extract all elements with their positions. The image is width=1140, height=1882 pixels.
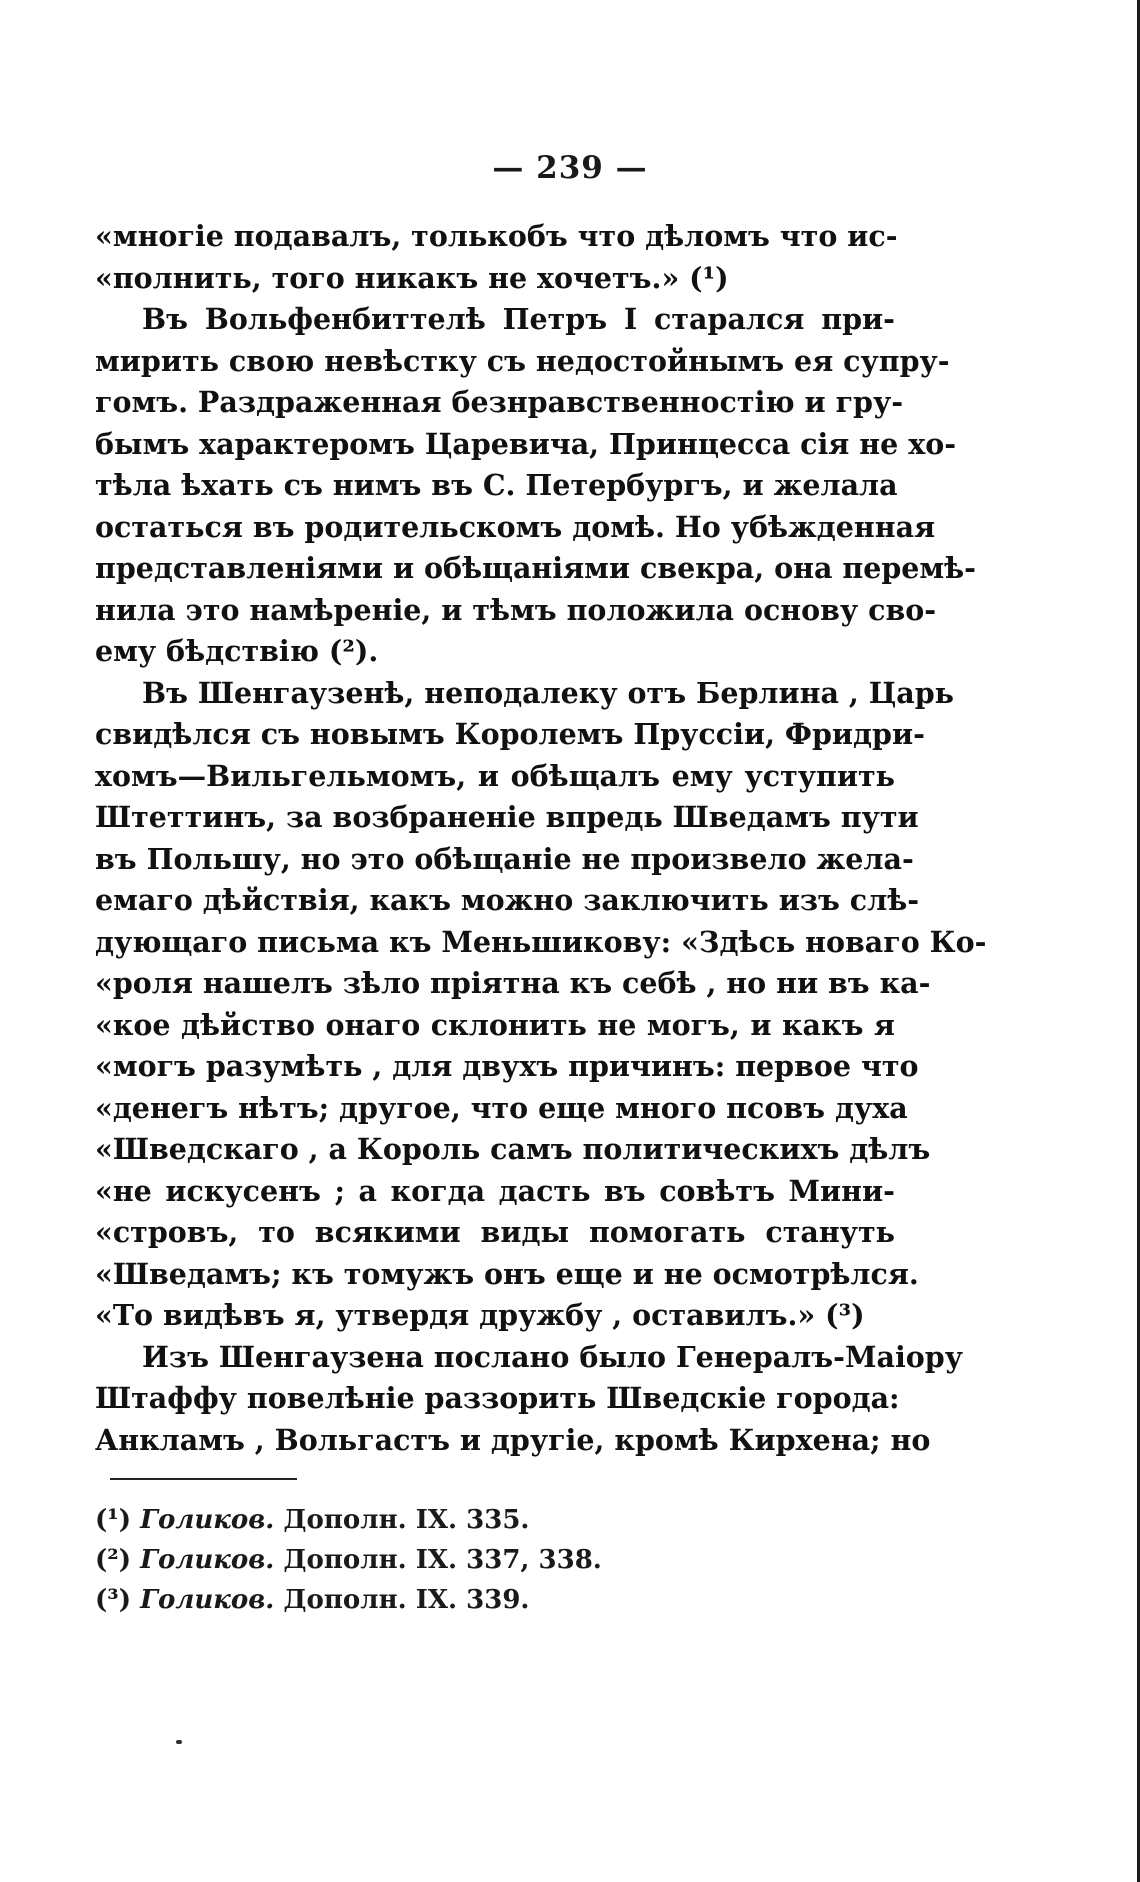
text-line: Въ Шенгаузенѣ, неподалеку отъ Берлина , Царь (142, 675, 955, 710)
text-line: «То видѣвъ я, утвердя дружбу , оставилъ.» (³) (95, 1298, 865, 1332)
footnote-1 (95, 1500, 695, 1540)
text-line: «Шведскаго , а Король самъ политическихъ дѣлъ (95, 1132, 931, 1166)
footnote-text: Дополн. IX. 337, 338. (283, 1545, 602, 1575)
body-text (95, 216, 987, 1461)
text-line: емаго дѣйствія, какъ можно заключить изъ слѣ- (95, 883, 920, 917)
text-line: свидѣлся съ новымъ Королемъ Пруссіи, Фридри- (95, 717, 925, 751)
footnote-2 (95, 1540, 695, 1580)
footnote-divider (110, 1478, 297, 1480)
footnote-author: Голиков. (140, 1585, 275, 1615)
text-line: «многіе подавалъ, толькобъ что дѣломъ что ис- (95, 219, 898, 253)
text-line: «полнить, того никакъ не хочетъ.» (¹) (95, 260, 729, 295)
footnotes (95, 1500, 695, 1620)
ink-speck (176, 1740, 182, 1744)
text-line: Изъ Шенгаузена послано было Генералъ-Маіору (142, 1339, 963, 1374)
text-line: «кое дѣйство онаго склонить не могъ, и какъ я (95, 1007, 895, 1042)
text-line: «не искусенъ ; а когда дасть въ совѣтъ Мини- (95, 1173, 895, 1208)
text-line: «могъ разумѣть , для двухъ причинъ: первое что (95, 1049, 919, 1083)
text-line: дующаго письма къ Меньшикову: «Здѣсь новаго Ко- (95, 924, 987, 959)
footnote-text: Дополн. IX. 339. (283, 1585, 530, 1615)
footnote-mark: (³) (95, 1585, 131, 1615)
text-line: бымъ характеромъ Царевича, Принцесса сія не хо- (95, 426, 957, 461)
text-line: Штаффу повелѣніе раззорить Шведскіе города: (95, 1381, 900, 1415)
text-line: тѣла ѣхать съ нимъ въ С. Петербургъ, и желала (95, 468, 898, 502)
text-line: «стровъ, то всякими виды помогать стануть (95, 1215, 895, 1249)
text-line: Въ Вольфенбиттелѣ Петръ I старался при- (142, 302, 895, 336)
page-number: — 239 — (492, 150, 648, 186)
footnote-mark: (²) (95, 1545, 131, 1575)
text-line: въ Польшу, но это обѣщаніе не произвело жела- (95, 841, 914, 876)
text-line: представленіями и обѣщаніями свекра, она перемѣ- (95, 551, 977, 585)
text-line: мирить свою невѣстку съ недостойнымъ ея супру- (95, 343, 950, 378)
text-line: хомъ—Вильгельмомъ, и обѣщалъ ему уступить (95, 758, 895, 793)
footnote-3 (95, 1580, 695, 1620)
footnote-author: Голиков. (140, 1505, 275, 1535)
footnote-mark: (¹) (95, 1505, 131, 1535)
text-line: Анкламъ , Вольгастъ и другіе, кромѣ Кирхена; но (95, 1422, 931, 1457)
footnote-author: Голиков. (140, 1545, 275, 1575)
text-line: «Шведамъ; къ томужъ онъ еще и не осмотрѣлся. (95, 1256, 919, 1291)
text-line: нила это намѣреніе, и тѣмъ положила основу сво- (95, 592, 937, 627)
text-line: гомъ. Раздраженная безнравственностію и гру- (95, 385, 904, 419)
text-line: «денегъ нѣтъ; другое, что еще много псовъ духа (95, 1090, 908, 1125)
text-line: Штеттинъ, за возбраненіе впредь Шведамъ пути (95, 800, 919, 834)
text-line: ему бѣдствію (²). (95, 634, 379, 668)
text-line: «роля нашелъ зѣло пріятна къ себѣ , но ни въ ка- (95, 966, 931, 1000)
text-line: остаться въ родительскомъ домѣ. Но убѣжденная (95, 509, 936, 544)
footnote-text: Дополн. IX. 335. (283, 1505, 530, 1535)
